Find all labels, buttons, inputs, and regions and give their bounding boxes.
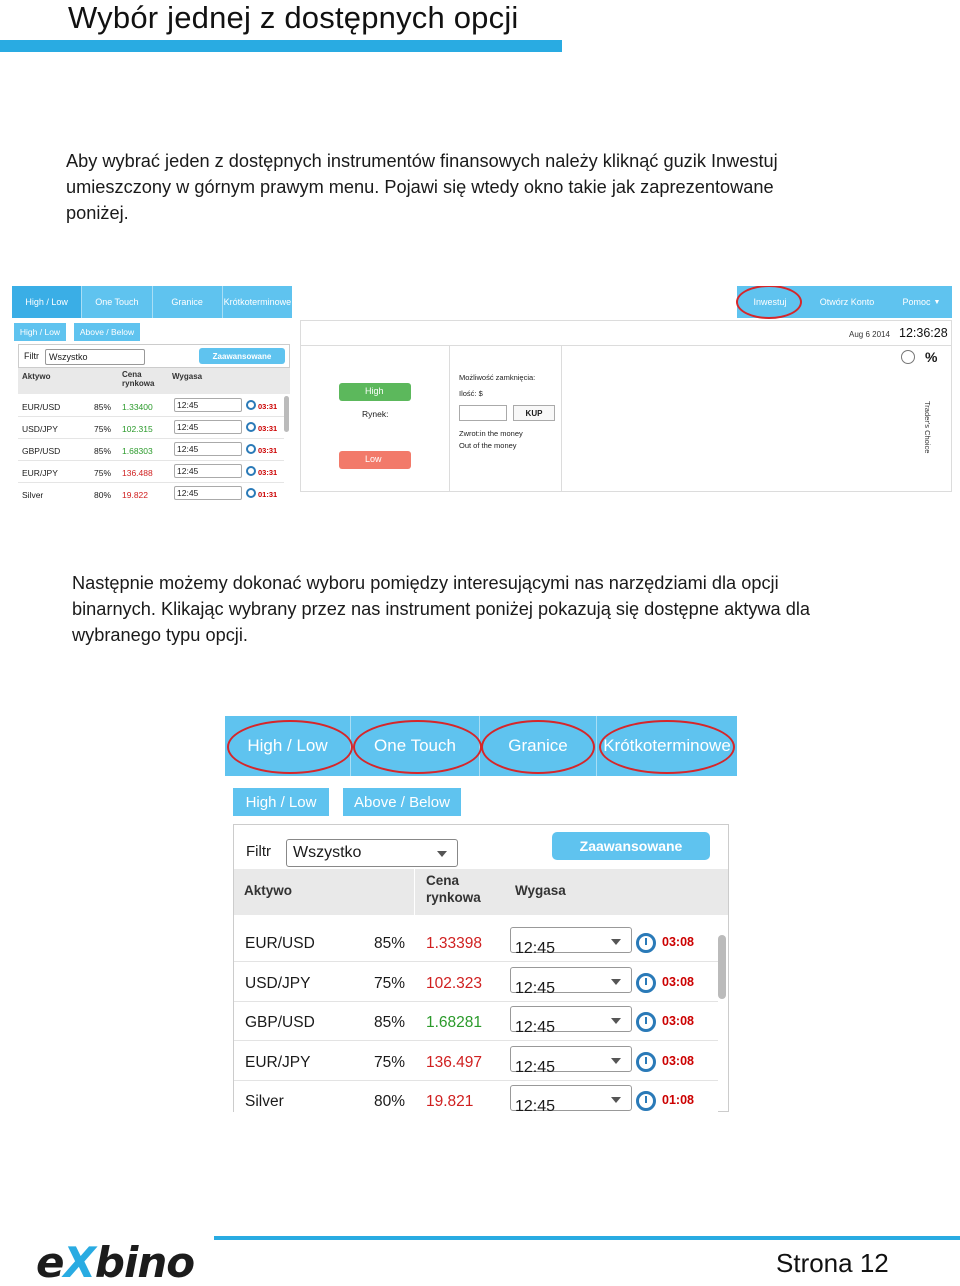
clock-icon bbox=[246, 400, 256, 410]
expiry-select[interactable]: 12:45 bbox=[174, 442, 242, 456]
clock-icon bbox=[246, 488, 256, 498]
expiry-select[interactable]: 12:45 bbox=[174, 486, 242, 500]
subtab-high-low[interactable]: High / Low bbox=[14, 323, 66, 341]
expiry-value: 12:45 bbox=[515, 979, 556, 997]
market-price: 102.315 bbox=[122, 424, 153, 434]
market-price: 1.33398 bbox=[426, 935, 483, 952]
table-row[interactable] bbox=[234, 923, 718, 962]
col-expiry: Wygasa bbox=[515, 883, 566, 898]
market-price: 102.323 bbox=[426, 974, 483, 992]
time-remaining: 01:08 bbox=[662, 1093, 694, 1107]
chevron-down-icon: ▼ bbox=[933, 298, 941, 306]
time-remaining: 03:31 bbox=[258, 446, 278, 455]
divider bbox=[414, 869, 415, 915]
asset-name: GBP/USD bbox=[245, 1014, 315, 1031]
divider bbox=[301, 345, 952, 346]
low-label: Low bbox=[365, 454, 382, 464]
asset-name: EUR/JPY bbox=[22, 468, 58, 478]
payout-percent: 85% bbox=[94, 446, 112, 456]
advanced-button[interactable]: Zaawansowane bbox=[199, 348, 285, 364]
asset-name: EUR/JPY bbox=[245, 1053, 311, 1071]
advanced-button[interactable]: Zaawansowane bbox=[552, 832, 710, 860]
amount-label: Ilość: $ bbox=[459, 389, 483, 398]
expiry-select[interactable]: 12:45 bbox=[174, 420, 242, 434]
trade-panel bbox=[300, 320, 952, 492]
market-price: 19.822 bbox=[122, 490, 148, 500]
col-asset: Aktywo bbox=[22, 372, 51, 381]
divider bbox=[449, 346, 450, 492]
table-row[interactable] bbox=[234, 1042, 718, 1081]
filter-value: Wszystko bbox=[293, 844, 362, 861]
market-price: 19.821 bbox=[426, 1093, 474, 1110]
payout-percent: 80% bbox=[94, 490, 112, 500]
asset-list-screenshot bbox=[225, 716, 737, 1112]
date-label: Aug 6 2014 bbox=[849, 330, 890, 339]
scrollbar[interactable] bbox=[718, 935, 726, 999]
expiry-select[interactable] bbox=[510, 1085, 632, 1111]
chevron-down-icon bbox=[611, 1097, 621, 1103]
payout-percent: 75% bbox=[374, 974, 406, 992]
clock-icon bbox=[636, 973, 656, 993]
subtab-high-low[interactable]: High / Low bbox=[233, 788, 329, 816]
asset-name: USD/JPY bbox=[22, 424, 58, 434]
expiry-select[interactable] bbox=[510, 927, 632, 957]
market-price: 136.497 bbox=[426, 1053, 483, 1071]
time-remaining: 03:31 bbox=[258, 402, 278, 411]
payout-percent: 75% bbox=[94, 468, 112, 478]
chevron-down-icon bbox=[611, 1018, 621, 1024]
low-button[interactable] bbox=[339, 451, 411, 469]
expiry-select[interactable] bbox=[510, 967, 632, 997]
time-remaining: 03:08 bbox=[662, 1053, 694, 1068]
tab-granice[interactable]: Granice bbox=[480, 716, 597, 776]
filter-select[interactable] bbox=[286, 839, 458, 867]
tab-krotkoterminowe[interactable]: Krótkoterminowe bbox=[223, 297, 292, 307]
tab-high-low[interactable]: High / Low bbox=[225, 716, 351, 776]
high-label: High bbox=[365, 386, 384, 396]
tab-one-touch[interactable]: One Touch bbox=[82, 286, 152, 318]
return-in-label: Zwrot:in the money bbox=[459, 429, 523, 438]
close-option-label: Możliwość zamknięcia: bbox=[459, 373, 536, 382]
market-price: 1.68303 bbox=[122, 446, 153, 456]
subtab-above-below[interactable]: Above / Below bbox=[74, 323, 140, 341]
payout-percent: 75% bbox=[374, 1053, 406, 1071]
table-row[interactable] bbox=[18, 440, 284, 461]
tab-krotkoterminowe[interactable]: Krótkoterminowe bbox=[603, 736, 731, 755]
clock-icon bbox=[246, 466, 256, 476]
clock-icon bbox=[636, 933, 656, 953]
time-remaining: 03:31 bbox=[258, 468, 278, 477]
highlight-circle bbox=[481, 720, 595, 774]
col-price-line1: Cena bbox=[426, 873, 460, 888]
second-paragraph: Następnie możemy dokonać wyboru pomiędzy interesującymi nas narzędziami dla opcji binarnych. Klikając wybrany przez nas instrument poniżej pokazują się dostępne aktywa dla wybranego typu opcji. bbox=[72, 573, 810, 645]
asset-name: EUR/USD bbox=[245, 935, 315, 952]
highlight-circle bbox=[353, 720, 482, 774]
expiry-value: 12:45 bbox=[515, 1098, 556, 1112]
intro-paragraph: Aby wybrać jeden z dostępnych instrumentów finansowych należy kliknąć guzik Inwestuj umieszczony w górnym prawym menu. Pojawi się wtedy okno takie jak zaprezentowane poniżej. bbox=[66, 151, 778, 223]
filter-select[interactable]: Wszystko bbox=[45, 349, 145, 365]
asset-name: USD/JPY bbox=[245, 974, 311, 992]
filter-label: Filtr bbox=[24, 351, 39, 361]
clock-icon bbox=[636, 1052, 656, 1072]
asset-name: GBP/USD bbox=[22, 446, 61, 456]
divider bbox=[561, 346, 562, 492]
highlight-circle bbox=[599, 720, 735, 774]
payout-percent: 85% bbox=[94, 402, 112, 412]
time-remaining: 03:08 bbox=[662, 974, 694, 989]
payout-percent: 75% bbox=[94, 424, 112, 434]
chevron-down-icon bbox=[437, 851, 447, 857]
tab-one-touch[interactable]: One Touch bbox=[351, 716, 480, 776]
col-asset: Aktywo bbox=[244, 883, 293, 898]
clock-label: 12:36:28 bbox=[899, 326, 948, 340]
asset-name: Silver bbox=[245, 1093, 284, 1110]
clock-icon bbox=[246, 444, 256, 454]
expiry-select[interactable] bbox=[510, 1046, 632, 1076]
col-price-line2: rynkowa bbox=[426, 890, 481, 905]
trading-window-screenshot bbox=[12, 286, 952, 500]
asset-name: Silver bbox=[22, 490, 44, 500]
col-price: Cena rynkowa bbox=[122, 370, 155, 388]
table-row[interactable] bbox=[18, 462, 284, 483]
filter-label: Filtr bbox=[246, 843, 271, 860]
option-type-tabs bbox=[12, 286, 292, 318]
market-label: Rynek: bbox=[362, 409, 389, 419]
market-price: 136.488 bbox=[122, 468, 153, 478]
chevron-down-icon bbox=[611, 939, 621, 945]
payout-percent: 85% bbox=[374, 1014, 406, 1031]
time-remaining: 03:31 bbox=[258, 424, 278, 433]
time-remaining: 03:08 bbox=[662, 935, 694, 949]
table-row[interactable] bbox=[18, 418, 284, 439]
filter-bar bbox=[18, 344, 290, 368]
chevron-down-icon bbox=[611, 979, 621, 985]
clock-icon bbox=[246, 422, 256, 432]
table-row[interactable] bbox=[234, 963, 718, 1002]
amount-input[interactable] bbox=[459, 405, 507, 421]
percent-icon[interactable]: % bbox=[925, 349, 938, 365]
zoom-icon[interactable] bbox=[901, 350, 915, 364]
table-row[interactable] bbox=[234, 1002, 718, 1041]
col-expiry: Wygasa bbox=[172, 372, 203, 381]
asset-panel bbox=[233, 824, 729, 1112]
expiry-value: 12:45 bbox=[515, 1019, 556, 1036]
help-menu[interactable] bbox=[891, 286, 952, 318]
market-price: 1.33400 bbox=[122, 402, 153, 412]
time-remaining: 01:31 bbox=[258, 490, 278, 499]
chevron-down-icon bbox=[611, 1058, 621, 1064]
expiry-select[interactable]: 12:45 bbox=[174, 464, 242, 478]
exbino-logo: eXbino bbox=[36, 1238, 195, 1286]
expiry-select[interactable]: 12:45 bbox=[174, 398, 242, 412]
table-row[interactable] bbox=[234, 1081, 718, 1112]
asset-table-header bbox=[234, 869, 728, 915]
high-button[interactable] bbox=[339, 383, 411, 401]
title-underline bbox=[0, 40, 562, 52]
payout-percent: 80% bbox=[374, 1093, 406, 1110]
invest-button[interactable]: Inwestuj bbox=[753, 297, 787, 307]
footer-rule bbox=[214, 1236, 960, 1240]
clock-icon bbox=[636, 1091, 656, 1111]
buy-button[interactable]: KUP bbox=[513, 405, 555, 421]
page-title: Wybór jednej z dostępnych opcji bbox=[68, 0, 519, 35]
payout-percent: 85% bbox=[374, 935, 406, 952]
tab-granice[interactable]: Granice bbox=[153, 286, 223, 318]
page-number: Strona 12 bbox=[776, 1248, 889, 1278]
highlight-circle bbox=[227, 720, 353, 774]
table-row[interactable] bbox=[18, 484, 284, 500]
expiry-select[interactable] bbox=[510, 1006, 632, 1036]
help-label: Pomoc bbox=[902, 297, 931, 307]
scrollbar[interactable] bbox=[284, 396, 289, 432]
clock-icon bbox=[636, 1012, 656, 1032]
open-account-button[interactable]: Otwórz Konto bbox=[819, 297, 875, 307]
expiry-value: 12:45 bbox=[515, 1058, 556, 1076]
expiry-value: 12:45 bbox=[515, 940, 556, 957]
asset-name: EUR/USD bbox=[22, 402, 61, 412]
tab-high-low[interactable]: High / Low bbox=[12, 286, 82, 318]
time-remaining: 03:08 bbox=[662, 1014, 694, 1028]
asset-table-header bbox=[18, 368, 290, 394]
traders-choice-label[interactable]: Trader's Choice bbox=[923, 401, 932, 454]
market-price: 1.68281 bbox=[426, 1014, 483, 1031]
highlight-circle bbox=[736, 286, 802, 319]
return-out-label: Out of the money bbox=[459, 441, 517, 450]
subtab-above-below[interactable]: Above / Below bbox=[343, 788, 461, 816]
table-row[interactable] bbox=[18, 396, 284, 417]
